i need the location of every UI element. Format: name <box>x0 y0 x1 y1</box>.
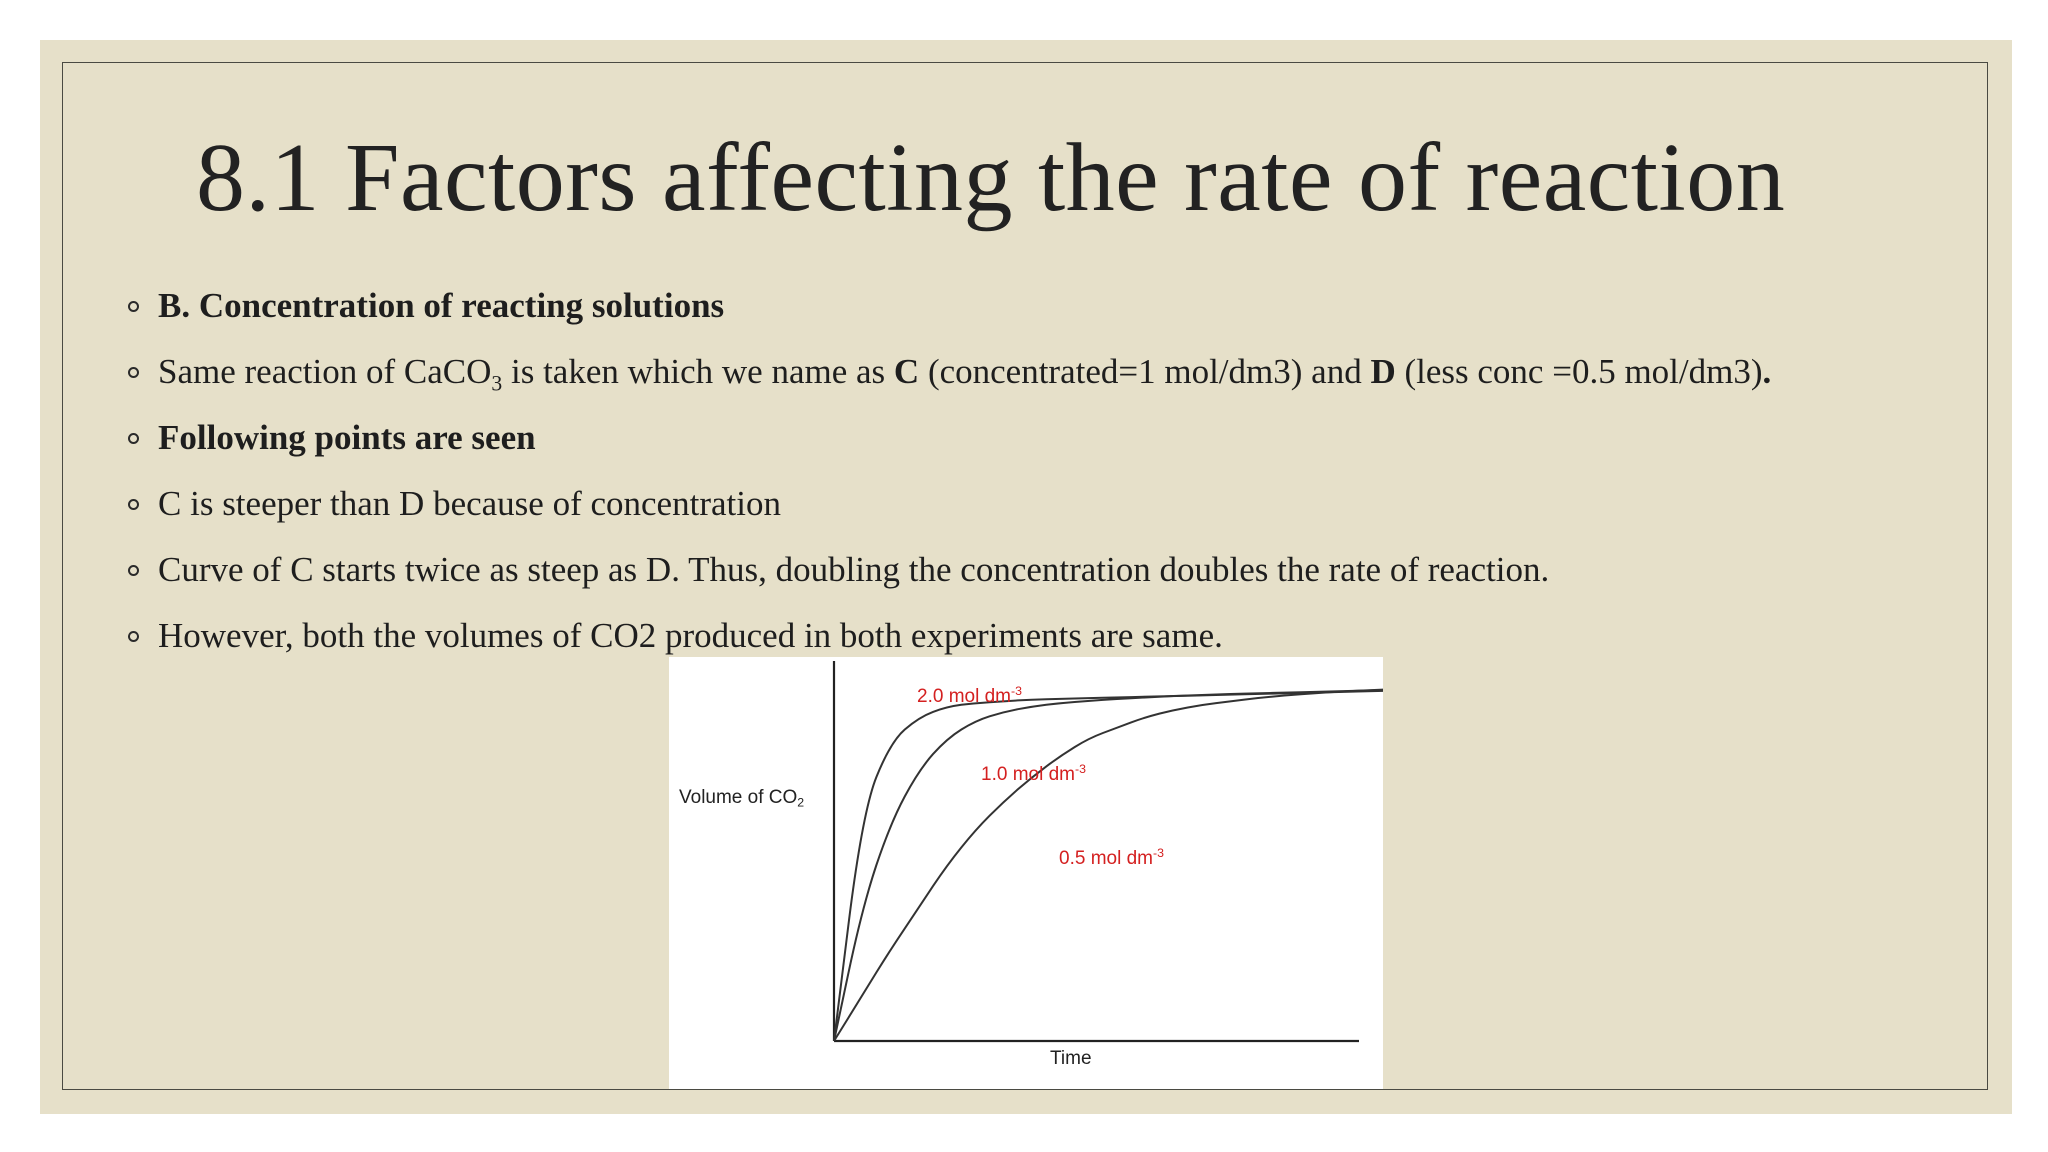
bullet-text: Following points are seen <box>158 418 536 457</box>
rate-graph <box>669 657 1383 1089</box>
bullet-text: However, both the volumes of CO2 produced in both experiments are same. <box>158 616 1223 655</box>
bullet-text-part: Same reaction of CaCO <box>158 352 492 391</box>
series-label-1.0 <box>981 764 1086 786</box>
slide <box>40 40 2012 1114</box>
bullet-dot-icon <box>128 565 139 576</box>
bullet-dot-icon <box>128 631 139 642</box>
bullet-item <box>128 540 1549 600</box>
series-label-text: 2.0 mol dm <box>917 686 1011 707</box>
bullet-text-part: is taken which we name as <box>502 352 894 391</box>
rate-graph-svg <box>669 657 1383 1089</box>
bullet-text-bold: . <box>1762 352 1772 391</box>
bullet-dot-icon <box>128 301 139 312</box>
bullet-dot-icon <box>128 499 139 510</box>
bullet-text-part: (concentrated=1 mol/dm3) and <box>919 352 1371 391</box>
y-axis-label-subscript: 2 <box>797 795 805 810</box>
series-label-superscript: -3 <box>1074 762 1086 777</box>
bullet-text: C is steeper than D because of concentration <box>158 484 781 523</box>
series-label-0.5 <box>1059 848 1164 870</box>
bullet-text: B. Concentration of reacting solutions <box>158 286 725 325</box>
bullet-item <box>128 342 1771 402</box>
series-label-text: 1.0 mol dm <box>981 764 1075 785</box>
series-label-text: 0.5 mol dm <box>1059 848 1153 869</box>
bullet-text-bold: D <box>1370 352 1396 391</box>
bullet-text-part: (less conc =0.5 mol/dm3) <box>1395 352 1763 391</box>
bullet-dot-icon <box>128 433 139 444</box>
y-axis-label-text: Volume of CO <box>679 787 798 808</box>
series-label-2.0 <box>917 686 1022 708</box>
bullet-text-bold: C <box>893 352 920 391</box>
series-label-superscript: -3 <box>1010 684 1022 699</box>
bullet-item <box>128 276 724 336</box>
x-axis-label: Time <box>1050 1048 1092 1069</box>
bullet-text: Curve of C starts twice as steep as D. Thus, doubling the concentration doubles the rate of reaction. <box>158 550 1550 589</box>
bullet-item <box>128 408 536 468</box>
bullet-item <box>128 474 781 534</box>
series-label-superscript: -3 <box>1152 846 1164 861</box>
bullet-text <box>158 352 1772 396</box>
subscript: 3 <box>491 371 503 396</box>
bullet-dot-icon <box>128 367 139 378</box>
y-axis-label <box>679 787 804 809</box>
slide-title: 8.1 Factors affecting the rate of reaction <box>196 124 1786 232</box>
